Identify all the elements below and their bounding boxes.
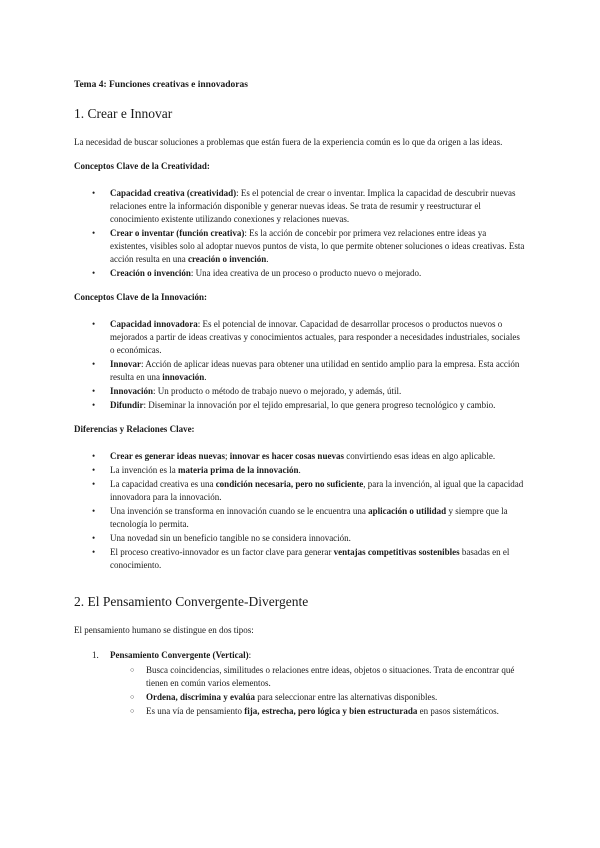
list-item: • Creación o invención: Una idea creativa de un proceso o producto nuevo o mejorado. [110, 267, 526, 280]
thinking-types-list [74, 649, 526, 718]
section-2-intro: El pensamiento humano se distingue en dos tipos: [74, 625, 254, 635]
list-item: • Crear o inventar (función creativa): Es la acción de concebir por primera vez relaciones entre ideas ya existentes, visibles solo al adoptar nuevos puntos de vista, lo que permite obtener soluciones o ideas creativas. Esta acción resulta en una creación o invención. [110, 227, 526, 266]
sub-list-item: ○ Ordena, discrimina y evalúa para seleccionar entre las alternativas disponibles. [146, 691, 526, 704]
list-item: • Una novedad sin un beneficio tangible no se considera innovación. [110, 532, 526, 545]
list-item: • La invención es la materia prima de la innovación. [110, 464, 526, 477]
diferencias-list [74, 450, 526, 572]
list-item: • La capacidad creativa es una condición necesaria, pero no suficiente, para la invención, al igual que la capacidad innovadora para la innovación. [110, 478, 526, 504]
creatividad-heading: Conceptos Clave de la Creatividad: [74, 161, 210, 171]
diferencias-heading: Diferencias y Relaciones Clave: [74, 424, 195, 434]
item-number: 1. [92, 650, 99, 660]
list-item: • El proceso creativo-innovador es un factor clave para generar ventajas competitivas sostenibles basadas en el conocimiento. [110, 546, 526, 572]
list-item: • Capacidad innovadora: Es el potencial de innovar. Capacidad de desarrollar procesos o productos nuevos o mejorados a partir de ideas creativas y conocimientos actuales, para responder a necesidades industriales, sociales o económicas. [110, 318, 526, 357]
list-item: • Innovación: Un producto o método de trabajo nuevo o mejorado, y además, útil. [110, 385, 526, 398]
convergente-sublist [110, 664, 526, 718]
sub-list-item: ○ Busca coincidencias, similitudes o relaciones entre ideas, objetos o situaciones. Trata de encontrar qué tienen en común varios elementos. [146, 664, 526, 690]
list-item: • Difundir: Diseminar la innovación por el tejido empresarial, lo que genera progreso tecnológico y cambio. [110, 399, 526, 412]
section-1-title: 1. Crear e Innovar [74, 106, 173, 121]
sub-list-item: ○ Es una vía de pensamiento fija, estrecha, pero lógica y bien estructurada en pasos sistemáticos. [146, 705, 526, 718]
topic-title: Tema 4: Funciones creativas e innovadoras [74, 80, 248, 90]
list-item: • Una invención se transforma en innovación cuando se le encuentra una aplicación o utilidad y siempre que la tecnología lo permita. [110, 505, 526, 531]
innovacion-list [74, 318, 526, 412]
section-2-title: 2. El Pensamiento Convergente-Divergente [74, 594, 309, 609]
list-item: • Capacidad creativa (creatividad): Es el potencial de crear o inventar. Implica la capacidad de descubrir nuevas relaciones entre la información disponible y generar nuevas ideas. Se trata de resumir y reestructurar el conocimiento existente utilizando conexiones y relaciones nuevas. [110, 187, 526, 226]
list-item: • Innovar: Acción de aplicar ideas nuevas para obtener una utilidad en sentido amplio para la empresa. Esta acción resulta en una innovación. [110, 358, 526, 384]
creatividad-list [74, 187, 526, 280]
list-item: • Crear es generar ideas nuevas; innovar es hacer cosas nuevas convirtiendo esas ideas en algo aplicable. [110, 450, 526, 463]
section-1-intro: La necesidad de buscar soluciones a problemas que están fuera de la experiencia común es lo que da origen a las ideas. [74, 137, 503, 147]
numbered-item: 1. Pensamiento Convergente (Vertical): ○ Busca coincidencias, similitudes o relaciones entre ideas, objetos o situaciones. Trata de encontrar qué tienen en común varios elementos. ○ Ordena, discrimina y evalúa para seleccionar entre las alternativas disponibles. ○ Es una vía de pensamiento fija, estrecha, pero lógica y bien estructurada en pasos sistemáticos. [110, 649, 526, 718]
innovacion-heading: Conceptos Clave de la Innovación: [74, 292, 208, 302]
